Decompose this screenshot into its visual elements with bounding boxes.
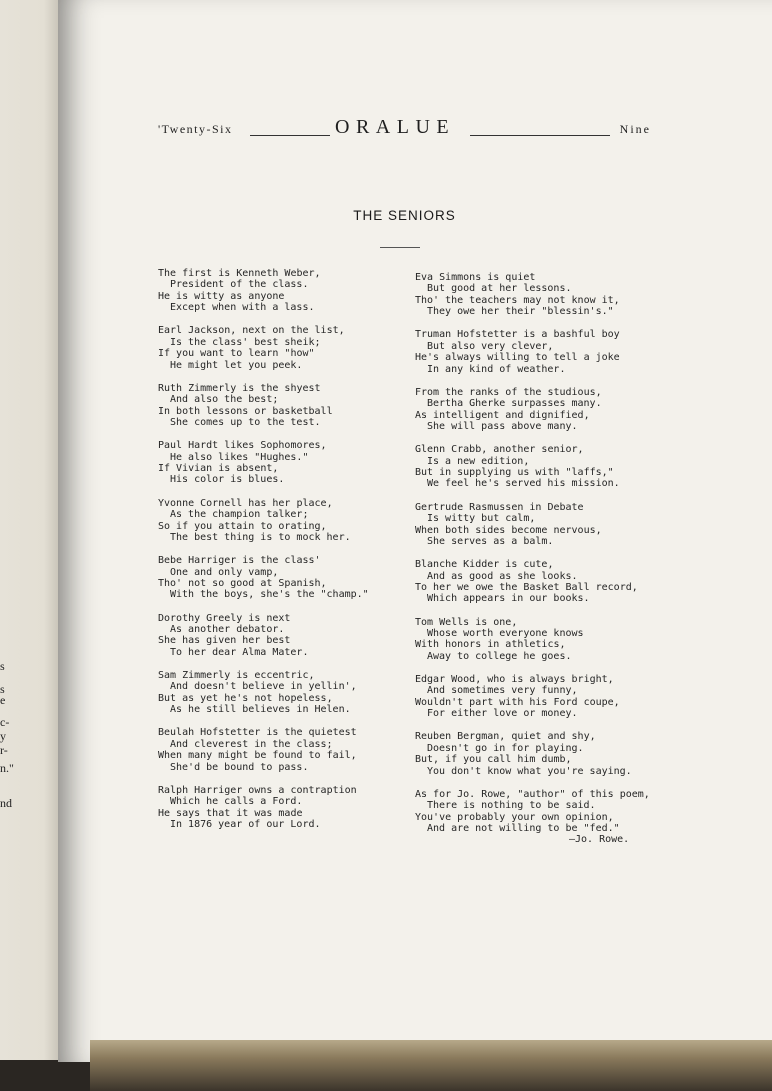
- poem-line: For either love or money.: [427, 708, 578, 720]
- poem-line: You've probably your own opinion,: [415, 811, 614, 823]
- facing-page-fragment: n.": [0, 761, 14, 775]
- poem-stanza: [415, 329, 650, 375]
- header-title: ORALUE: [335, 116, 456, 138]
- poem-line: When both sides become nervous,: [415, 524, 602, 536]
- poem-line: Away to college he goes.: [427, 650, 572, 662]
- poem-line: And cleverest in the class;: [170, 738, 333, 750]
- poem-line: Which appears in our books.: [427, 593, 590, 605]
- poem-line: One and only vamp,: [170, 566, 279, 578]
- poem-line: And doesn't believe in yellin',: [170, 681, 357, 693]
- poem-stanza: [158, 613, 369, 659]
- poem-line: Edgar Wood, who is always bright,: [415, 673, 614, 685]
- poem-line: Beulah Hofstetter is the quietest: [158, 727, 357, 739]
- poem-stanza: [158, 670, 369, 716]
- poem-line: You don't know what you're saying.: [427, 765, 632, 777]
- poem-line: The first is Kenneth Weber,: [158, 268, 321, 279]
- poem-line: And are not willing to be "fed.": [427, 823, 620, 835]
- poem-line: If Vivian is absent,: [158, 463, 279, 475]
- poem-line: Eva Simmons is quiet: [415, 272, 536, 283]
- poem-line: He is witty as anyone: [158, 290, 285, 302]
- poem-line: Ruth Zimmerly is the shyest: [158, 382, 321, 394]
- poem-line: As he still believes in Helen.: [170, 704, 351, 716]
- poem-line: And also the best;: [170, 394, 279, 406]
- poem-line: We feel he's served his mission.: [427, 478, 620, 490]
- poem-line: But good at her lessons.: [427, 283, 572, 295]
- poem-line: He also likes "Hughes.": [170, 451, 309, 463]
- poem-line: He might let you peek.: [170, 359, 303, 371]
- poem-line: In 1876 year of our Lord.: [170, 819, 321, 831]
- poem-line: She will pass above many.: [427, 421, 578, 433]
- poem-line: His color is blues.: [170, 474, 285, 486]
- poem-line: Glenn Crabb, another senior,: [415, 444, 584, 456]
- poem-stanza: [415, 272, 650, 318]
- poem-line: Is a new edition,: [427, 455, 530, 467]
- poem-line: Paul Hardt likes Sophomores,: [158, 440, 327, 452]
- poem-line: Gertrude Rasmussen in Debate: [415, 501, 584, 513]
- page-stack-edge: [90, 1040, 772, 1091]
- poem-stanza: [415, 387, 650, 433]
- poem-stanza: [158, 268, 369, 314]
- facing-page-fragment: r-: [0, 743, 8, 757]
- poem-stanza: [415, 559, 650, 605]
- author-signature: —Jo. Rowe.: [569, 834, 630, 846]
- poem-stanza: [158, 555, 369, 601]
- poem-line: Ralph Harriger owns a contraption: [158, 784, 357, 796]
- poem-line: Yvonne Cornell has her place,: [158, 497, 333, 509]
- header-year: 'Twenty-Six: [158, 122, 233, 136]
- poem-line: She serves as a balm.: [427, 535, 554, 547]
- poem-line: They owe her their "blessin's.": [427, 306, 614, 318]
- page-number: Nine: [619, 122, 651, 136]
- poem-line: As intelligent and dignified,: [415, 409, 590, 421]
- poem-line: But also very clever,: [427, 340, 554, 352]
- poem-line: Bertha Gherke surpasses many.: [427, 398, 602, 410]
- poem-line: Whose worth everyone knows: [427, 627, 584, 639]
- poem-stanza: [158, 440, 369, 486]
- poem-column-left: [158, 268, 369, 842]
- header-rule-left: [250, 135, 330, 136]
- poem-line: With the boys, she's the "champ.": [170, 589, 369, 601]
- poem-line: As another debator.: [170, 623, 285, 635]
- poem-stanza: [158, 498, 369, 544]
- poem-line: As the champion talker;: [170, 509, 309, 521]
- poem-line: To her dear Alma Mater.: [170, 646, 309, 658]
- poem-line: Doesn't go in for playing.: [427, 742, 584, 754]
- poem-line: Is witty but calm,: [427, 513, 536, 525]
- poem-line: To her we owe the Basket Ball record,: [415, 581, 638, 593]
- poem-column-right: [415, 272, 650, 858]
- poem-line: As for Jo. Rowe, "author" of this poem,: [415, 788, 650, 800]
- poem-line: So if you attain to orating,: [158, 520, 327, 532]
- poem-line: Except when with a lass.: [170, 302, 315, 314]
- header-rule-right: [470, 135, 610, 136]
- poem-line: Which he calls a Ford.: [170, 796, 303, 808]
- poem-title: THE SENIORS: [353, 208, 456, 223]
- poem-line: He says that it was made: [158, 807, 303, 819]
- poem-line: President of the class.: [170, 279, 309, 291]
- poem-line: There is nothing to be said.: [427, 800, 596, 812]
- poem-stanza: [415, 731, 650, 777]
- poem-stanza: [415, 444, 650, 490]
- poem-stanza: [415, 674, 650, 720]
- poem-line: Dorothy Greely is next: [158, 612, 291, 624]
- poem-stanza: [158, 785, 369, 831]
- poem-stanza: [415, 789, 650, 846]
- poem-line: Sam Zimmerly is eccentric,: [158, 669, 315, 681]
- poem-line: Bebe Harriger is the class': [158, 555, 321, 567]
- poem-line: But, if you call him dumb,: [415, 754, 572, 766]
- poem-line: Blanche Kidder is cute,: [415, 559, 554, 571]
- poem-line: If you want to learn "how": [158, 348, 315, 360]
- facing-page-fragment: nd: [0, 796, 12, 810]
- poem-stanza: [158, 383, 369, 429]
- facing-page-fragment: e: [0, 693, 6, 707]
- facing-page-fragment: s: [0, 659, 5, 673]
- title-divider: [380, 247, 420, 248]
- facing-page-fragment: y: [0, 729, 6, 743]
- poem-line: The best thing is to mock her.: [170, 531, 351, 543]
- poem-line: Earl Jackson, next on the list,: [158, 325, 345, 337]
- facing-page-fragment: c-: [0, 715, 10, 729]
- running-header: [158, 114, 651, 144]
- poem-line: But in supplying us with "laffs,": [415, 467, 614, 479]
- poem-line: Tho' not so good at Spanish,: [158, 577, 327, 589]
- poem-stanza: [158, 727, 369, 773]
- poem-line: He's always willing to tell a joke: [415, 352, 620, 364]
- poem-line: When many might be found to fail,: [158, 750, 357, 762]
- poem-line: But as yet he's not hopeless,: [158, 692, 333, 704]
- poem-line: She has given her best: [158, 635, 291, 647]
- poem-line: She'd be bound to pass.: [170, 761, 309, 773]
- poem-line: And sometimes very funny,: [427, 685, 578, 697]
- poem-stanza: [415, 617, 650, 663]
- poem-line: Tho' the teachers may not know it,: [415, 294, 620, 306]
- poem-line: Truman Hofstetter is a bashful boy: [415, 329, 620, 341]
- poem-stanza: [415, 502, 650, 548]
- poem-line: And as good as she looks.: [427, 570, 578, 582]
- poem-stanza: [158, 325, 369, 371]
- poem-line: Is the class' best sheik;: [170, 336, 321, 348]
- poem-line: In both lessons or basketball: [158, 405, 333, 417]
- poem-line: In any kind of weather.: [427, 363, 566, 375]
- poem-line: She comes up to the test.: [170, 417, 321, 429]
- poem-line: Reuben Bergman, quiet and shy,: [415, 731, 596, 743]
- poem-line: With honors in athletics,: [415, 639, 566, 651]
- poem-line: From the ranks of the studious,: [415, 386, 602, 398]
- poem-line: Tom Wells is one,: [415, 616, 518, 628]
- facing-page-fragment: s: [0, 682, 5, 696]
- poem-line: Wouldn't part with his Ford coupe,: [415, 696, 620, 708]
